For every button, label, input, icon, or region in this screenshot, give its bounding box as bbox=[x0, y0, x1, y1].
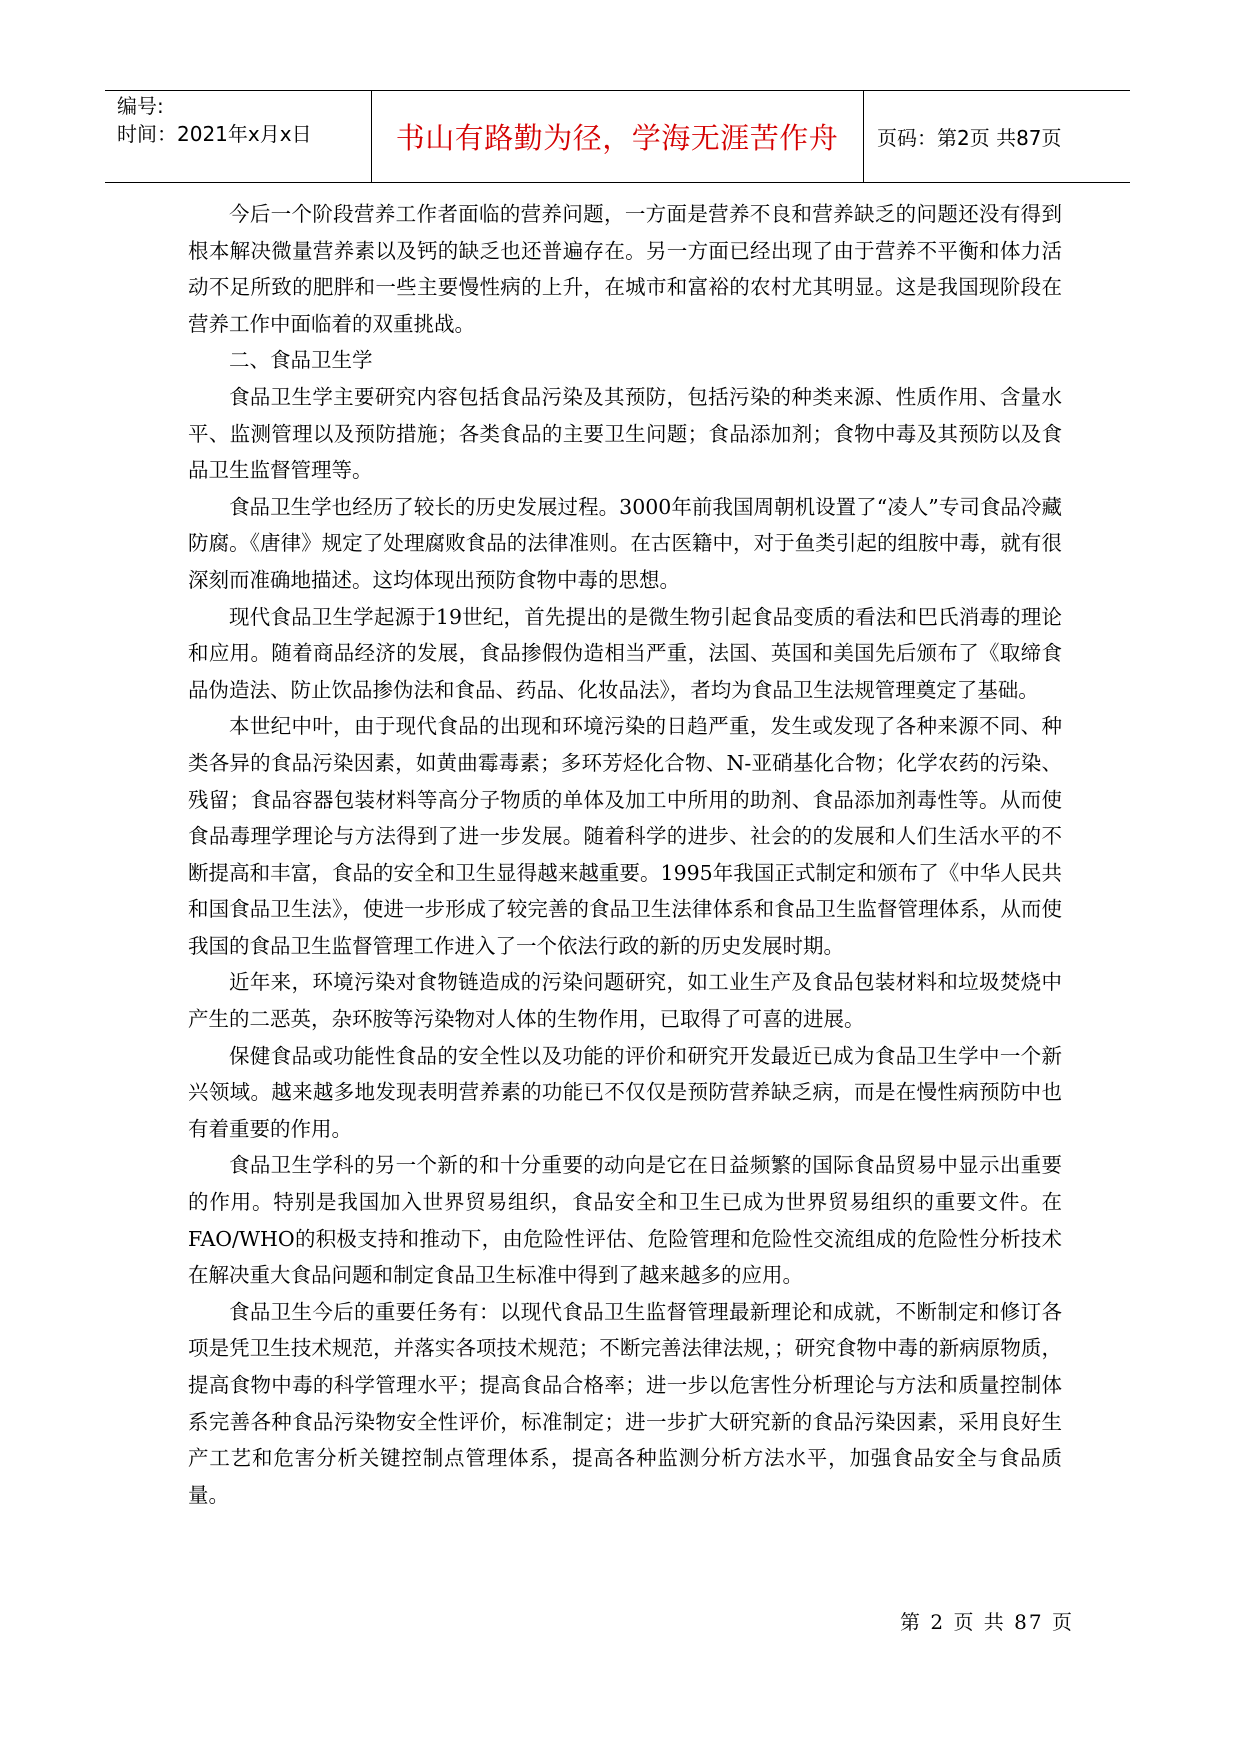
paragraph: 食品卫生今后的重要任务有：以现代食品卫生监督管理最新理论和成就，不断制定和修订各项是凭卫生技术规范，并落实各项技术规范；不断完善法律法规，；研究食物中毒的新病原物质，提高食物中毒的科学管理水平；提高食品合格率；进一步以危害性分析理论与方法和质量控制体系完善各种食品污染物安全性评价，标准制定；进一步扩大研究新的食品污染因素，采用良好生产工艺和危害分析关键控制点管理体系，提高各种监测分析方法水平，加强食品安全与食品质量。 bbox=[188, 1299, 1062, 1507]
header-motto-cell bbox=[371, 91, 864, 182]
header-page-code: 页码：第2页 共87页 bbox=[877, 126, 1062, 150]
paragraph: 近年来，环境污染对食物链造成的污染问题研究，如工业生产及食品包装材料和垃圾焚烧中产生的二恶英，杂环胺等污染物对人体的生物作用，已取得了可喜的进展。 bbox=[188, 970, 1062, 1032]
document-number-label: 编号: bbox=[117, 94, 164, 118]
header-motto: 书山有路勤为径，学海无涯苦作舟 bbox=[395, 121, 839, 155]
paragraph: 保健食品或功能性食品的安全性以及功能的评价和研究开发最近已成为食品卫生学中一个新兴领域。越来越多地发现表明营养素的功能已不仅仅是预防营养缺乏病，而是在慢性病预防中也有着重要的作用。 bbox=[188, 1043, 1062, 1141]
section-heading: 二、食品卫生学 bbox=[229, 348, 373, 373]
page-header bbox=[105, 90, 1130, 183]
paragraph: 食品卫生学科的另一个新的和十分重要的动向是它在日益频繁的国际食品贸易中显示出重要的作用。特别是我国加入世界贸易组织，食品安全和卫生已成为世界贸易组织的重要文件。在FAO/WHO的积极支持和推动下，由危险性评估、危险管理和危险性交流组成的危险性分析技术在解决重大食品问题和制定食品卫生标准中得到了越来越多的应用。 bbox=[188, 1153, 1062, 1288]
paragraph: 现代食品卫生学起源于19世纪，首先提出的是微生物引起食品变质的看法和巴氏消毒的理论和应用。随着商品经济的发展，食品掺假伪造相当严重，法国、英国和美国先后颁布了《取缔食品伪造法、防止饮品掺伪法和食品、药品、化妆品法》，者均为食品卫生法规管理奠定了基础。 bbox=[188, 604, 1062, 702]
document-time-label: 时间：2021年x月x日 bbox=[117, 122, 312, 146]
page-footer: 第 2 页 共 87 页 bbox=[900, 1610, 1074, 1634]
header-page-cell bbox=[863, 91, 1130, 182]
paragraph: 今后一个阶段营养工作者面临的营养问题，一方面是营养不良和营养缺乏的问题还没有得到根本解决微量营养素以及钙的缺乏也还普遍存在。另一方面已经出现了由于营养不平衡和体力活动不足所致的肥胖和一些主要慢性病的上升，在城市和富裕的农村尤其明显。这是我国现阶段在营养工作中面临着的双重挑战。 bbox=[188, 202, 1062, 336]
header-meta-cell bbox=[105, 91, 372, 182]
paragraph: 本世纪中叶，由于现代食品的出现和环境污染的日趋严重，发生或发现了各种来源不同、种类各异的食品污染因素，如黄曲霉毒素；多环芳烃化合物、N-亚硝基化合物；化学农药的污染、残留；食品容器包装材料等高分子物质的单体及加工中所用的助剂、食品添加剂毒性等。从而使食品毒理学理论与方法得到了进一步发展。随着科学的进步、社会的的发展和人们生活水平的不断提高和丰富，食品的安全和卫生显得越来越重要。1995年我国正式制定和颁布了《中华人民共和国食品卫生法》，使进一步形成了较完善的食品卫生法律体系和食品卫生监督管理体系，从而使我国的食品卫生监督管理工作进入了一个依法行政的新的历史发展时期。 bbox=[188, 714, 1062, 958]
paragraph: 食品卫生学主要研究内容包括食品污染及其预防，包括污染的种类来源、性质作用、含量水平、监测管理以及预防措施；各类食品的主要卫生问题；食品添加剂；食物中毒及其预防以及食品卫生监督管理等。 bbox=[188, 384, 1062, 483]
document-body bbox=[188, 196, 1062, 1513]
paragraph: 食品卫生学也经历了较长的历史发展过程。3000年前我国周朝机设置了“凌人”专司食品冷藏防腐。《唐律》规定了处理腐败食品的法律准则。在古医籍中，对于鱼类引起的组胺中毒，就有很深刻而准确地描述。这均体现出预防食物中毒的思想。 bbox=[188, 494, 1062, 592]
